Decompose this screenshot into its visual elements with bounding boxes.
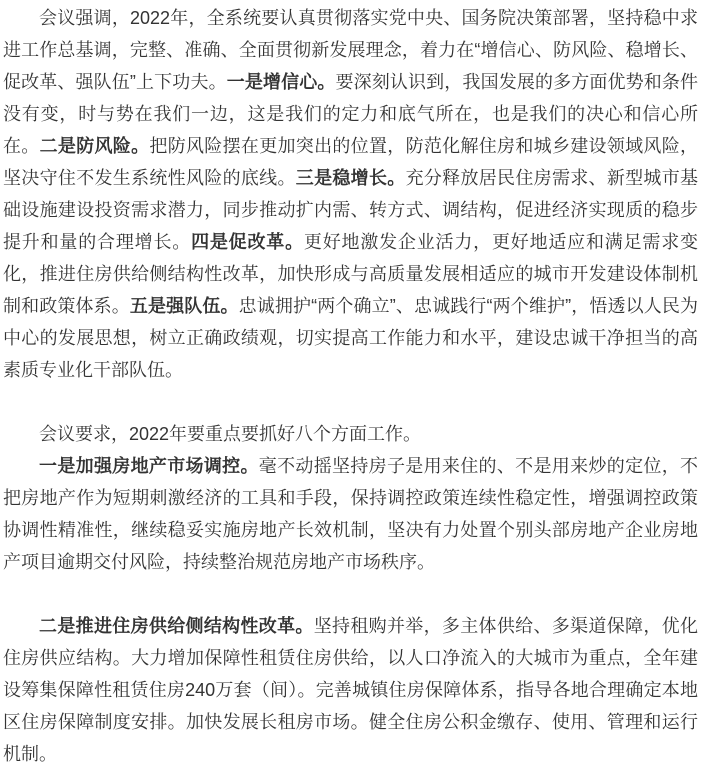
bold-run: 二是推进住房供给侧结构性改革。 xyxy=(39,616,314,636)
bold-run: 五是强队伍。 xyxy=(129,296,239,316)
text-run: 毫不动摇坚持房子是用来住的、不是用来炒的定位，不把房地产作为短期刺激经济的工具和手段，保持调控政策连续性稳定性，增强调控政策协调性精准性，继续稳妥实施房地产长效机制，坚决有力处置个别头部房地产企业房地产项目逾期交付风险，持续整治规范房地产市场秩序。 xyxy=(3,456,699,572)
bold-run: 一是加强房地产市场调控。 xyxy=(39,456,259,476)
text-run: 忠诚拥护“两个确立”、忠诚践行“两个维护”，悟透以人民为中心的发展思想，树立正确政绩观，切实提高工作能力和水平，建设忠诚干净担当的高素质专业化干部队伍。 xyxy=(3,296,699,380)
bold-run: 一是增信心。 xyxy=(226,72,336,92)
text-run: 坚持租购并举，多主体供给、多渠道保障，优化住房供应结构。大力增加保障性租赁住房供给，以人口净流入的大城市为重点，全年建设筹集保障性租赁住房240万套（间）。完善城镇住房保障体系，指导各地合理确定本地区住房保障制度安排。加快发展长租房市场。健全住房公积金缴存、使用、管理和运行机制。 xyxy=(3,616,699,764)
text-run: 要深刻认识到，我国发展的多方面优势和条件没有变，时与势在我们一边，这是我们的定力和底气所在，也是我们的决心和信心所在。 xyxy=(3,72,699,156)
bold-run: 二是防风险。 xyxy=(39,136,150,156)
text-run: 会议要求，2022年要重点要抓好八个方面工作。 xyxy=(39,424,422,444)
paragraph xyxy=(3,418,698,450)
paragraph xyxy=(3,2,698,386)
text-run: 会议强调，2022年，全系统要认真贯彻落实党中央、国务院决策部署，坚持稳中求进工作总基调，完整、准确、全面贯彻新发展理念，着力在“增信心、防风险、稳增长、促改革、强队伍”上下功夫。 xyxy=(3,8,698,92)
text-run: 充分释放居民住房需求、新型城市基础设施建设投资需求潜力，同步推动扩内需、转方式、调结构，促进经济实现质的稳步提升和量的合理增长。 xyxy=(3,168,699,252)
paragraph xyxy=(3,610,698,770)
text-run: 把防风险摆在更加突出的位置，防范化解住房和城乡建设领域风险，坚决守住不发生系统性风险的底线。 xyxy=(3,136,699,188)
bold-run: 四是促改革。 xyxy=(191,232,304,252)
text-run: 更好地激发企业活力，更好地适应和满足需求变化，推进住房供给侧结构性改革，加快形成与高质量发展相适应的城市开发建设体制机制和政策体系。 xyxy=(3,232,699,316)
paragraph xyxy=(3,450,698,578)
bold-run: 三是稳增长。 xyxy=(295,168,406,188)
